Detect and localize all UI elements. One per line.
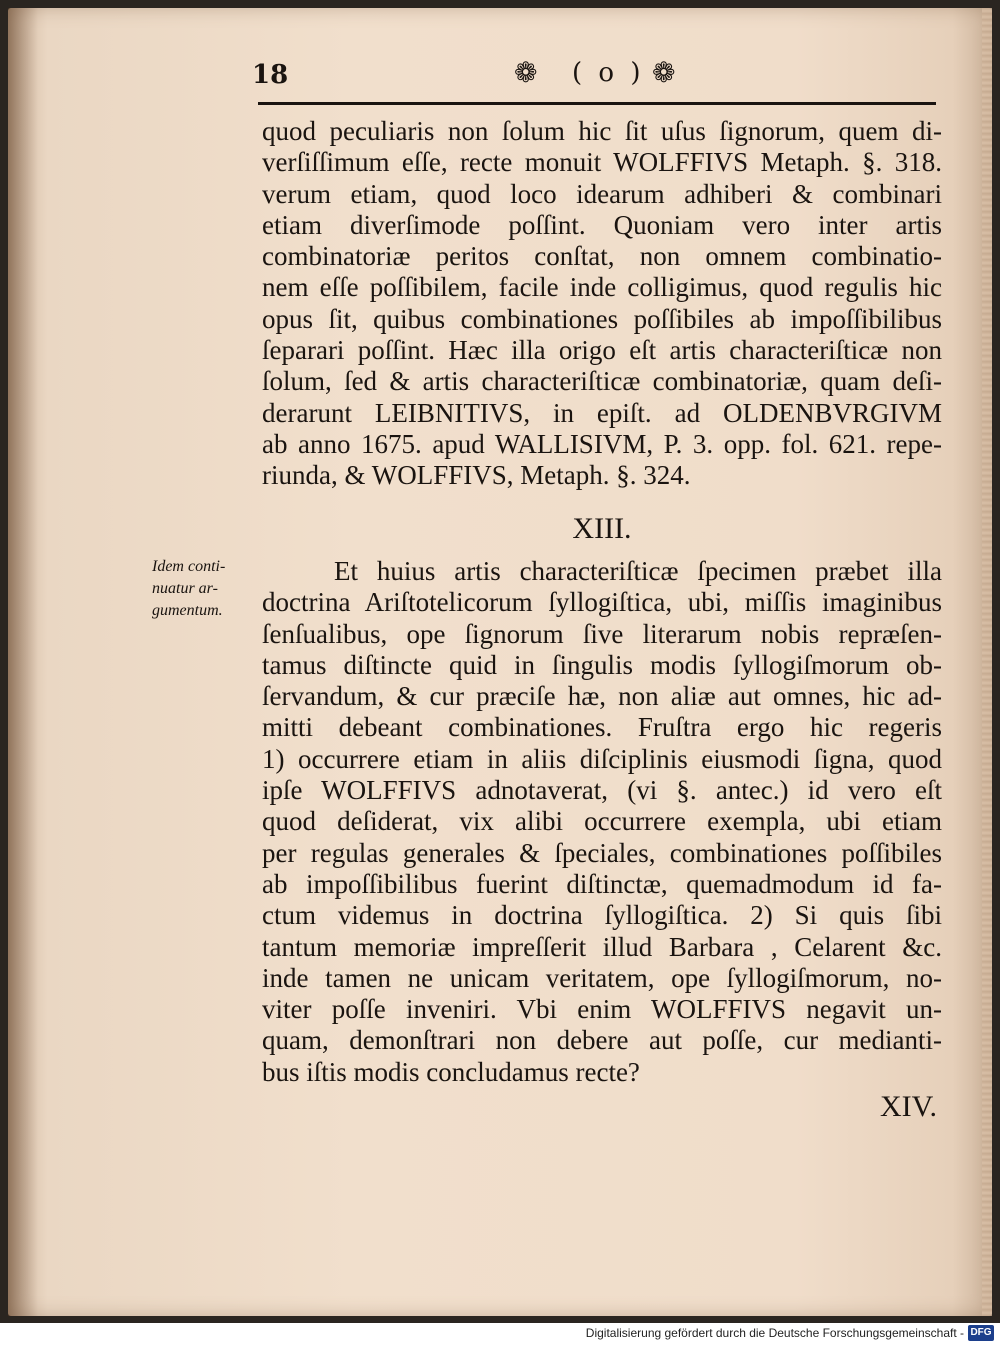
footer-bar: [0, 1323, 1000, 1345]
page-number: 18: [252, 60, 289, 90]
text-line: ctum videmus in doctrina ſyllogiſtica. 2) Si quis ſibi: [262, 900, 942, 931]
text-line: ab impoſſibilibus fuerint diſtinctæ, quemadmodum id fa-: [262, 868, 942, 899]
text-line: quod peculiaris non ſolum hic ſit uſus ſignorum, quem di-: [262, 116, 942, 146]
text-line: quam, demonſtrari non debere aut poſſe, cur medianti-: [262, 1025, 942, 1056]
text-line: ſolum, ſed & artis characteriſticæ combinatoriæ, quam deſi-: [262, 366, 942, 397]
text-line: ipſe WOLFFIVS adnotaverat, (vi §. antec.) id vero eſt: [262, 775, 942, 806]
text-line: ab anno 1675. apud WALLISIVM, P. 3. opp. fol. 621. repe-: [262, 428, 942, 459]
dfg-logo[interactable]: DFG: [968, 1325, 994, 1341]
text-line: quod deſiderat, vix alibi occurrere exempla, ubi etiam: [262, 806, 942, 837]
text-line: nem eſſe poſſibilem, facile inde colligimus, quod regulis hic: [262, 272, 942, 303]
text-line: opus ſit, quibus combinationes poſſibiles ab impoſſibilibus: [262, 303, 942, 334]
header-mark: ( o ): [572, 58, 645, 88]
header-rule: [258, 102, 936, 105]
text-line: bus iſtis modis concludamus recte?: [262, 1056, 640, 1087]
text-line: ſervandum, & cur præciſe hæ, non aliæ aut omnes, hic ad-: [262, 681, 942, 712]
text-line: per regulas generales & ſpeciales, combinationes poſſibiles: [262, 837, 942, 868]
flower-ornament-icon: ❁: [514, 56, 538, 89]
paragraph-2: [262, 556, 942, 1088]
text-line: mitti debeant combinationes. Fruſtra ergo hic regeris: [262, 712, 942, 743]
text-line: riunda, & WOLFFIVS, Metaph. §. 324.: [262, 460, 691, 491]
text-line: etiam diverſimode poſſint. Quoniam vero inter artis: [262, 209, 942, 240]
text-line: doctrina Ariſtotelicorum ſyllogiſtica, ubi, miſſis imaginibus: [262, 587, 942, 618]
text-line: inde tamen ne unicam veritatem, ope ſyllogiſmorum, no-: [262, 962, 942, 993]
marginal-note: Idem conti-nuatur ar-gumentum.: [152, 558, 226, 619]
text-line: derarunt LEIBNITIVS, in epiſt. ad OLDENBVRGIVM: [262, 397, 942, 428]
section-heading: XIII.: [572, 512, 632, 545]
text-line: tantum memoriæ impreſſerit illud Barbara , Celarent &c.: [262, 931, 942, 962]
text-line: ſeparari poſſint. Hæc illa origo eſt artis characteriſticæ non: [262, 335, 942, 366]
text-line: 1) occurrere etiam in aliis diſciplinis eiusmodi ſigna, quod: [262, 743, 942, 774]
binding-shadow: [8, 8, 38, 1316]
text-line: ſenſualibus, ope ſignorum ſive literarum nobis repræſen-: [262, 618, 942, 649]
text-line: verum etiam, quod loco idearum adhiberi & combinari: [262, 178, 942, 209]
text-line: tamus diſtincte quid in ſingulis modis ſyllogiſmorum ob-: [262, 649, 942, 680]
text-line: Et huius artis characteriſticæ ſpecimen præbet illa: [334, 556, 942, 586]
footer-credit: Digitalisierung gefördert durch die Deutsche Forschungsgemeinschaft -: [585, 1326, 964, 1340]
text-line: viter poſſe inveniri. Vbi enim WOLFFIVS negavit un-: [262, 994, 942, 1025]
page-edge: [982, 8, 992, 1316]
text-line: verſiſſimum eſſe, recte monuit WOLFFIVS Metaph. §. 318.: [262, 147, 942, 178]
paragraph-1: [262, 116, 942, 492]
running-header: [252, 52, 932, 96]
flower-ornament-icon: ❁: [652, 56, 676, 89]
text-line: combinatoriæ peritos conſtat, non omnem combinatio-: [262, 241, 942, 272]
catchword: XIV.: [880, 1090, 937, 1123]
